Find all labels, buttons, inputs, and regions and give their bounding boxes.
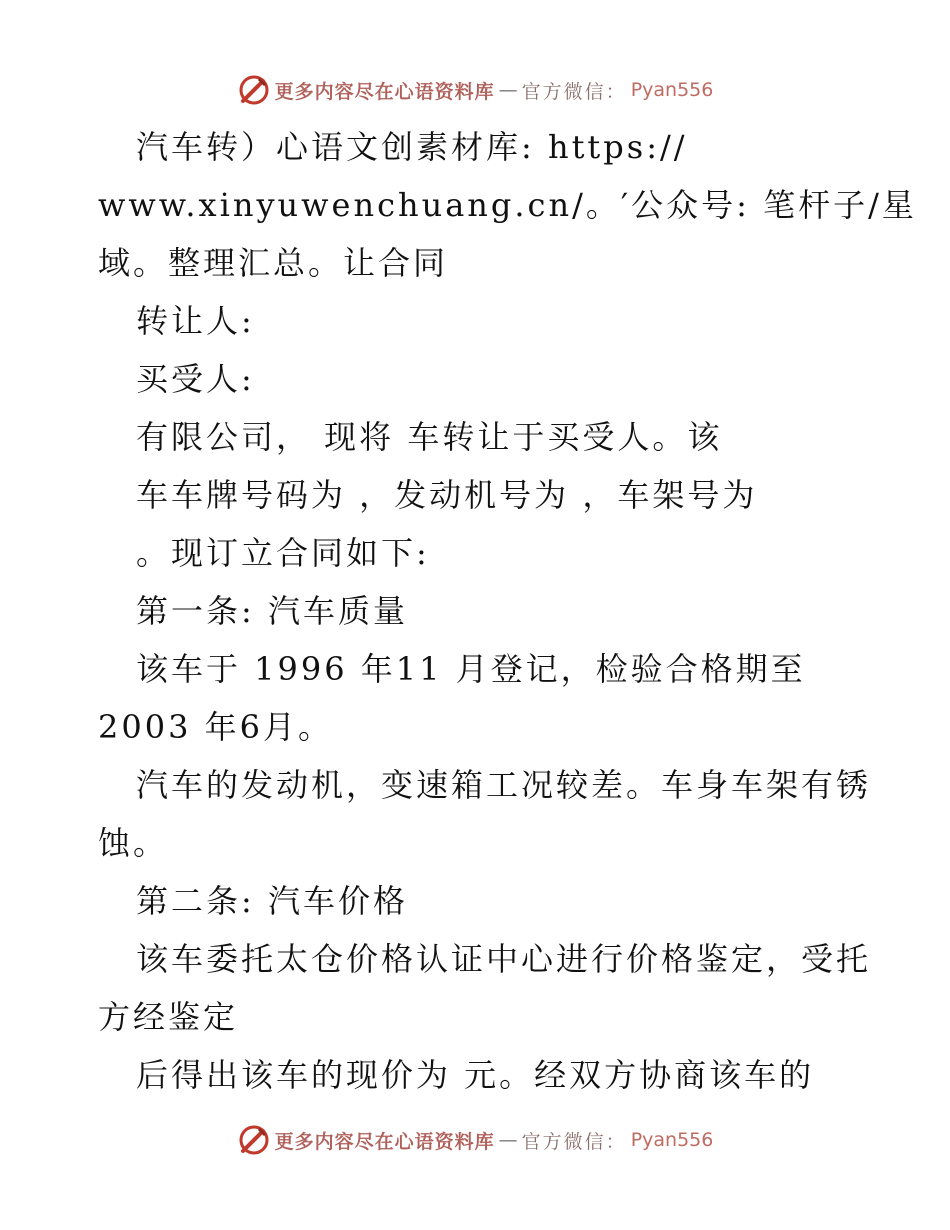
pen-logo-icon xyxy=(237,73,271,107)
pen-logo-icon xyxy=(237,1123,271,1157)
doc-line: 域。整理汇总。让合同 xyxy=(98,244,449,282)
doc-line: 第一条: 汽车质量 xyxy=(136,592,408,630)
header-watermark-banner xyxy=(0,70,950,110)
banner-channel-label: 官方微信： xyxy=(521,1130,627,1153)
doc-line: 蚀。 xyxy=(98,824,169,862)
doc-line: www.xinyuwenchuang.cn/。′公众号: 笔杆子/星 xyxy=(98,186,917,224)
banner-brand: 更多内容尽在心语资料库 xyxy=(274,80,495,103)
banner-account: Pyan556 xyxy=(630,1129,714,1151)
banner-brand: 更多内容尽在心语资料库 xyxy=(274,1130,495,1153)
banner-channel-label: 官方微信： xyxy=(521,80,627,103)
banner-account: Pyan556 xyxy=(630,79,714,101)
doc-line: 车车牌号码为 ，发动机号为 ，车架号为 xyxy=(136,476,758,514)
doc-line: 有限公司， 现将 车转让于买受人。该 xyxy=(136,418,723,456)
doc-line: 买受人: xyxy=(136,360,255,398)
doc-line: 该车于 1996 年11 月登记，检验合格期至 xyxy=(136,650,806,688)
doc-line: 该车委托太仓价格认证中心进行价格鉴定，受托 xyxy=(136,940,872,978)
doc-line: 汽车的发动机，变速箱工况较差。车身车架有锈 xyxy=(136,766,872,804)
doc-line: 转让人: xyxy=(136,302,255,340)
doc-line: 后得出该车的现价为 元。经双方协商该车的 xyxy=(136,1056,815,1094)
doc-line: 。现订立合同如下: xyxy=(136,534,430,572)
banner-separator: — xyxy=(498,1129,518,1151)
doc-line: 2003 年6月。 xyxy=(98,708,333,746)
banner-separator: — xyxy=(498,79,518,101)
doc-line: 方经鉴定 xyxy=(98,998,239,1036)
document-body xyxy=(98,118,917,1104)
footer-watermark-banner xyxy=(0,1120,950,1160)
doc-line: 第二条: 汽车价格 xyxy=(136,882,408,920)
doc-line: 汽车转）心语文创素材库: https:// xyxy=(136,128,688,166)
